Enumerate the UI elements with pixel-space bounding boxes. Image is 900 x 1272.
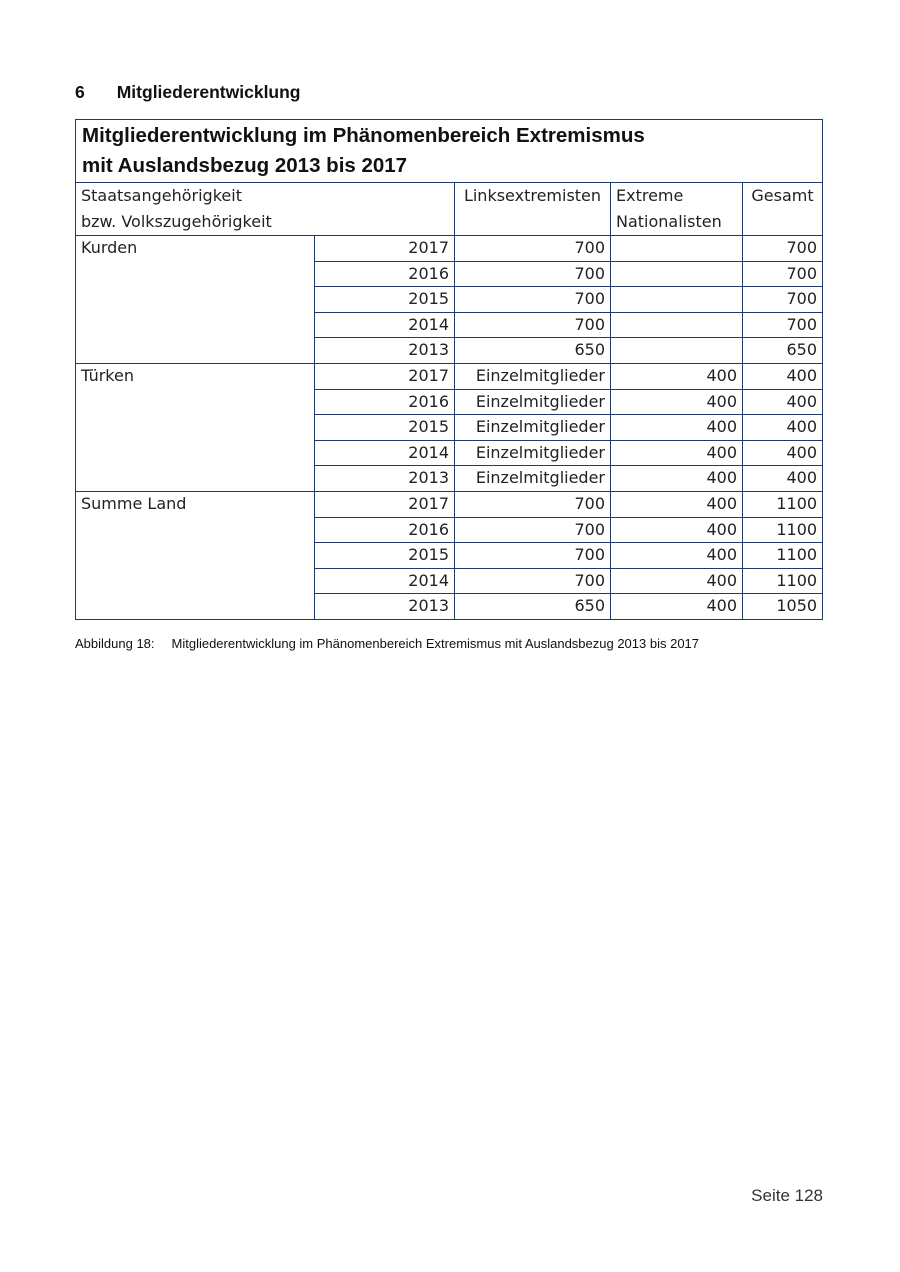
header-extreme-line1: Extreme bbox=[616, 186, 684, 205]
header-extreme bbox=[611, 183, 743, 236]
table-title-line2: mit Auslandsbezug 2013 bis 2017 bbox=[82, 154, 408, 177]
gesamt-cell: 700 bbox=[743, 236, 823, 262]
extreme-cell bbox=[611, 338, 743, 364]
extreme-cell: 400 bbox=[611, 543, 743, 569]
extreme-cell: 400 bbox=[611, 389, 743, 415]
links-cell: Einzelmitglieder bbox=[455, 415, 611, 441]
gesamt-cell: 1050 bbox=[743, 594, 823, 620]
extreme-cell bbox=[611, 261, 743, 287]
gesamt-cell: 400 bbox=[743, 363, 823, 389]
table-title bbox=[76, 120, 823, 183]
gesamt-cell: 1100 bbox=[743, 568, 823, 594]
membership-table bbox=[75, 119, 823, 620]
year-cell: 2015 bbox=[315, 543, 455, 569]
extreme-cell: 400 bbox=[611, 415, 743, 441]
group-name-cell: Türken bbox=[76, 363, 315, 491]
links-cell: 700 bbox=[455, 568, 611, 594]
gesamt-cell: 700 bbox=[743, 261, 823, 287]
header-gesamt: Gesamt bbox=[743, 183, 823, 236]
header-group-line1: Staatsangehörigkeit bbox=[81, 186, 242, 205]
year-cell: 2014 bbox=[315, 440, 455, 466]
extreme-cell: 400 bbox=[611, 568, 743, 594]
table-row bbox=[76, 236, 823, 262]
table-row bbox=[76, 491, 823, 517]
links-cell: Einzelmitglieder bbox=[455, 389, 611, 415]
table-body bbox=[76, 236, 823, 620]
links-cell: Einzelmitglieder bbox=[455, 363, 611, 389]
extreme-cell: 400 bbox=[611, 594, 743, 620]
links-cell: 700 bbox=[455, 312, 611, 338]
links-cell: 650 bbox=[455, 594, 611, 620]
year-cell: 2017 bbox=[315, 491, 455, 517]
gesamt-cell: 400 bbox=[743, 466, 823, 492]
gesamt-cell: 1100 bbox=[743, 491, 823, 517]
group-name-cell: Summe Land bbox=[76, 491, 315, 619]
header-group bbox=[76, 183, 455, 236]
table-header-row bbox=[76, 183, 823, 236]
gesamt-cell: 700 bbox=[743, 312, 823, 338]
table-title-row bbox=[76, 120, 823, 183]
year-cell: 2013 bbox=[315, 338, 455, 364]
gesamt-cell: 1100 bbox=[743, 543, 823, 569]
section-heading bbox=[75, 82, 301, 103]
table-title-line1: Mitgliederentwicklung im Phänomenbereich Extremismus bbox=[82, 124, 645, 147]
links-cell: 700 bbox=[455, 543, 611, 569]
links-cell: Einzelmitglieder bbox=[455, 440, 611, 466]
extreme-cell: 400 bbox=[611, 466, 743, 492]
membership-table-container bbox=[75, 119, 822, 620]
extreme-cell: 400 bbox=[611, 517, 743, 543]
extreme-cell bbox=[611, 312, 743, 338]
extreme-cell: 400 bbox=[611, 363, 743, 389]
gesamt-cell: 700 bbox=[743, 287, 823, 313]
section-title: Mitgliederentwicklung bbox=[116, 82, 301, 102]
gesamt-cell: 400 bbox=[743, 415, 823, 441]
year-cell: 2014 bbox=[315, 312, 455, 338]
links-cell: 650 bbox=[455, 338, 611, 364]
gesamt-cell: 1100 bbox=[743, 517, 823, 543]
year-cell: 2017 bbox=[315, 363, 455, 389]
header-extreme-line2: Nationalisten bbox=[616, 212, 722, 231]
links-cell: 700 bbox=[455, 236, 611, 262]
figure-caption bbox=[75, 636, 699, 651]
links-cell: 700 bbox=[455, 287, 611, 313]
caption-text: Mitgliederentwicklung im Phänomenbereich Extremismus mit Auslandsbezug 2013 bis 2017 bbox=[171, 636, 700, 651]
links-cell: 700 bbox=[455, 261, 611, 287]
year-cell: 2016 bbox=[315, 261, 455, 287]
page-number: Seite 128 bbox=[751, 1186, 823, 1205]
year-cell: 2017 bbox=[315, 236, 455, 262]
year-cell: 2015 bbox=[315, 415, 455, 441]
caption-label: Abbildung 18: bbox=[75, 636, 155, 651]
extreme-cell bbox=[611, 236, 743, 262]
gesamt-cell: 400 bbox=[743, 440, 823, 466]
header-links: Linksextremisten bbox=[455, 183, 611, 236]
year-cell: 2015 bbox=[315, 287, 455, 313]
group-name-cell: Kurden bbox=[76, 236, 315, 364]
gesamt-cell: 400 bbox=[743, 389, 823, 415]
extreme-cell: 400 bbox=[611, 491, 743, 517]
extreme-cell: 400 bbox=[611, 440, 743, 466]
extreme-cell bbox=[611, 287, 743, 313]
year-cell: 2013 bbox=[315, 466, 455, 492]
header-group-line2: bzw. Volkszugehörigkeit bbox=[81, 212, 272, 231]
year-cell: 2014 bbox=[315, 568, 455, 594]
year-cell: 2016 bbox=[315, 389, 455, 415]
year-cell: 2016 bbox=[315, 517, 455, 543]
links-cell: Einzelmitglieder bbox=[455, 466, 611, 492]
section-number: 6 bbox=[75, 82, 85, 102]
table-row bbox=[76, 363, 823, 389]
links-cell: 700 bbox=[455, 517, 611, 543]
links-cell: 700 bbox=[455, 491, 611, 517]
gesamt-cell: 650 bbox=[743, 338, 823, 364]
year-cell: 2013 bbox=[315, 594, 455, 620]
